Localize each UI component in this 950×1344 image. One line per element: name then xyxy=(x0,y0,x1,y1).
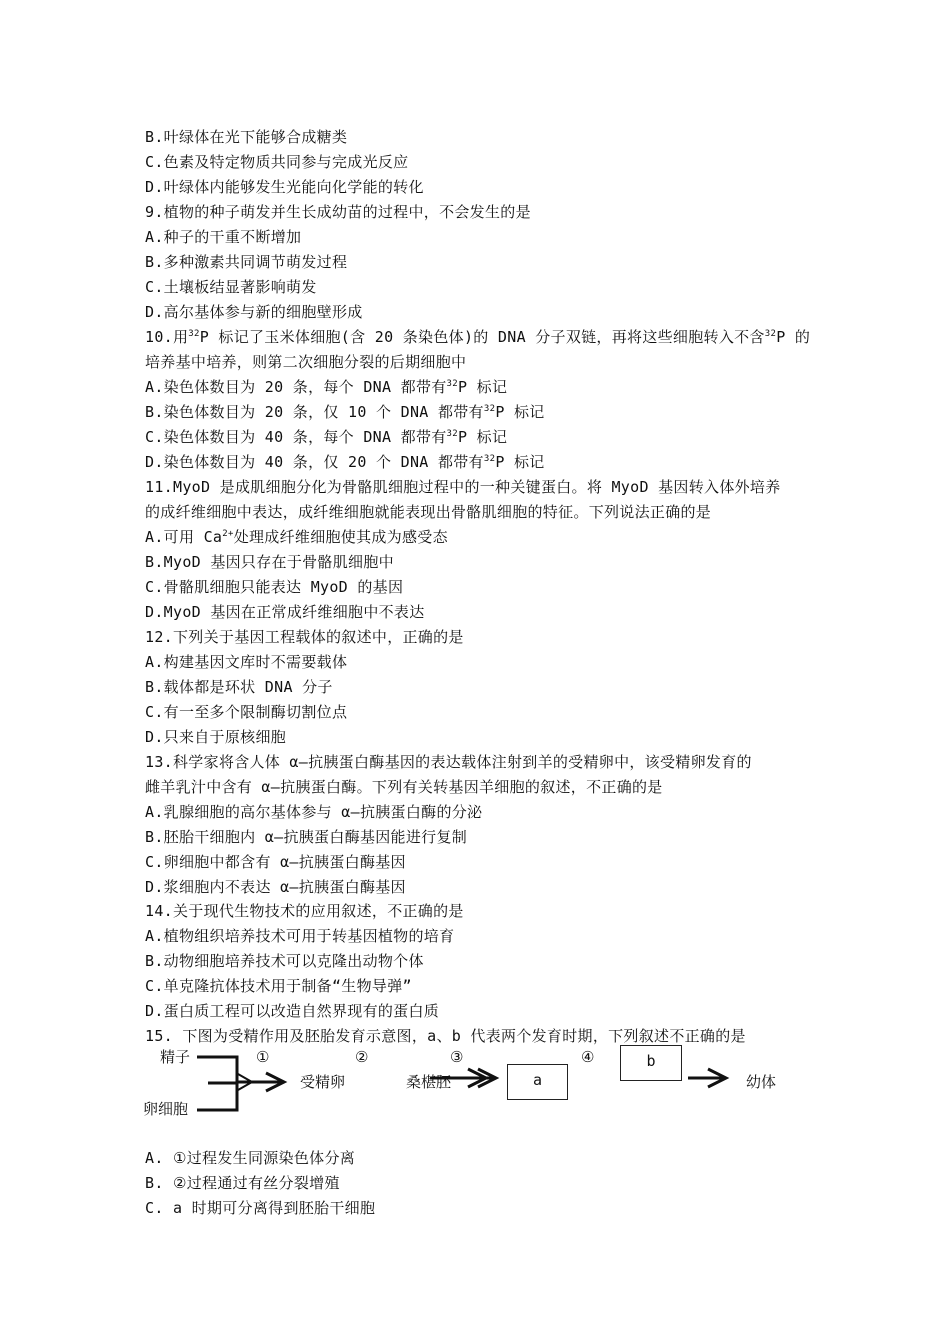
q12-option-d: D.只来自于原核细胞 xyxy=(145,728,287,746)
q8-option-d: D.叶绿体内能够发生光能向化学能的转化 xyxy=(145,178,424,196)
q13-option-b: B.胚胎干细胞内 α—抗胰蛋白酶基因能进行复制 xyxy=(145,828,468,846)
q13-stem-line2: 雌羊乳汁中含有 α—抗胰蛋白酶。下列有关转基因羊细胞的叙述，不正确的是 xyxy=(145,778,663,796)
q15-option-c: C. a 时期可分离得到胚胎干细胞 xyxy=(145,1199,376,1217)
q10-option-d: D.染色体数目为 40 条，仅 20 个 DNA 都带有$^{32}$P 标记 xyxy=(145,453,545,471)
q11-stem-line2: 的成纤维细胞中表达，成纤维细胞就能表现出骨骼肌细胞的特征。下列说法正确的是 xyxy=(145,503,712,521)
q10-stem-line1: 10.用$^{32}$P 标记了玉米体细胞(含 20 条染色体)的 DNA 分子双链，再将这些细胞转入不含$^{32}$P 的 xyxy=(145,328,811,346)
q12-option-c: C.有一至多个限制酶切割位点 xyxy=(145,703,348,721)
q11-option-c: C.骨骼肌细胞只能表达 MyoD 的基因 xyxy=(145,578,404,596)
q14-stem: 14.关于现代生物技术的应用叙述，不正确的是 xyxy=(145,902,464,920)
q13-stem-line1: 13.科学家将含人体 α—抗胰蛋白酶基因的表达载体注射到羊的受精卵中，该受精卵发育的 xyxy=(145,753,752,771)
q11-stem-line1: 11.MyoD 是成肌细胞分化为骨骼肌细胞过程中的一种关键蛋白。将 MyoD 基因转入体外培养 xyxy=(145,478,781,496)
q9-option-d: D.高尔基体参与新的细胞壁形成 xyxy=(145,303,363,321)
step-4-label: ④ xyxy=(581,1048,595,1066)
q10-option-c: C.染色体数目为 40 条，每个 DNA 都带有$^{32}$P 标记 xyxy=(145,428,508,446)
step-2-label: ② xyxy=(355,1048,369,1066)
sperm-label: 精子 xyxy=(160,1048,191,1066)
q10-option-b: B.染色体数目为 20 条，仅 10 个 DNA 都带有$^{32}$P 标记 xyxy=(145,403,545,421)
q12-option-a: A.构建基因文库时不需要载体 xyxy=(145,653,348,671)
q11-option-d: D.MyoD 基因在正常成纤维细胞中不表达 xyxy=(145,603,425,621)
q9-stem: 9.植物的种子萌发并生长成幼苗的过程中，不会发生的是 xyxy=(145,203,531,221)
q15-option-b: B. ②过程通过有丝分裂增殖 xyxy=(145,1174,340,1192)
morula-label: 桑椹胚 xyxy=(406,1073,452,1091)
q12-stem: 12.下列关于基因工程载体的叙述中，正确的是 xyxy=(145,628,464,646)
egg-label: 卵细胞 xyxy=(143,1100,189,1118)
q15-stem: 15. 下图为受精作用及胚胎发育示意图，a、b 代表两个发育时期，下列叙述不正确的是 xyxy=(145,1027,746,1045)
q8-option-b: B.叶绿体在光下能够合成糖类 xyxy=(145,128,348,146)
q10-option-a: A.染色体数目为 20 条，每个 DNA 都带有$^{32}$P 标记 xyxy=(145,378,508,396)
zygote-label: 受精卵 xyxy=(300,1073,346,1091)
stage-b-box xyxy=(620,1045,682,1081)
q15-option-a: A. ①过程发生同源染色体分离 xyxy=(145,1149,356,1167)
q8-option-c: C.色素及特定物质共同参与完成光反应 xyxy=(145,153,409,171)
q9-option-b: B.多种激素共同调节萌发过程 xyxy=(145,253,348,271)
q14-option-b: B.动物细胞培养技术可以克隆出动物个体 xyxy=(145,952,424,970)
q14-option-c: C.单克隆抗体技术用于制备“生物导弹” xyxy=(145,977,412,995)
q9-option-c: C.土壤板结显著影响萌发 xyxy=(145,278,317,296)
q11-option-b: B.MyoD 基因只存在于骨骼肌细胞中 xyxy=(145,553,394,571)
stage-a-label: a xyxy=(532,1071,543,1089)
stage-a-box xyxy=(507,1064,568,1100)
q14-option-a: A.植物组织培养技术可用于转基因植物的培育 xyxy=(145,927,455,945)
stage-b-label: b xyxy=(646,1052,656,1070)
q14-option-d: D.蛋白质工程可以改造自然界现有的蛋白质 xyxy=(145,1002,440,1020)
q13-option-a: A.乳腺细胞的高尔基体参与 α—抗胰蛋白酶的分泌 xyxy=(145,803,483,821)
q11-option-a: A.可用 $Ca^{2+}$处理成纤维细胞使其成为感受态 xyxy=(145,528,448,546)
q9-option-a: A.种子的干重不断增加 xyxy=(145,228,302,246)
q10-stem-line2: 培养基中培养，则第二次细胞分裂的后期细胞中 xyxy=(145,353,467,371)
q12-option-b: B.载体都是环状 DNA 分子 xyxy=(145,678,333,696)
q13-option-c: C.卵细胞中都含有 α—抗胰蛋白酶基因 xyxy=(145,853,406,871)
step-1-label: ① xyxy=(256,1048,270,1066)
q13-option-d: D.浆细胞内不表达 α—抗胰蛋白酶基因 xyxy=(145,878,406,896)
step-3-label: ③ xyxy=(450,1048,464,1066)
juvenile-label: 幼体 xyxy=(746,1073,777,1091)
